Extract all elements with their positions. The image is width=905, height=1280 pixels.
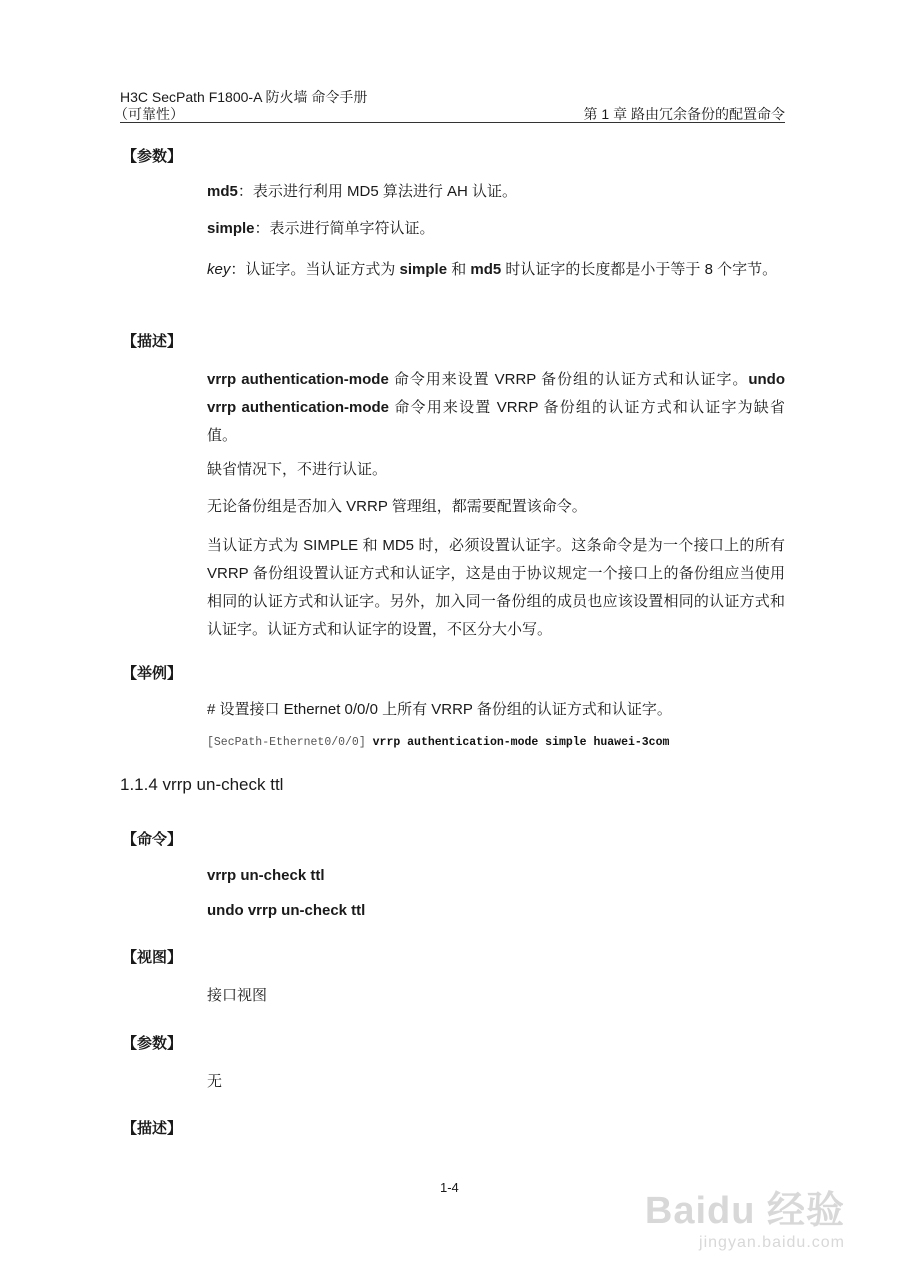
param-key xyxy=(207,256,785,284)
example-heading: 【举例】 xyxy=(122,665,183,682)
watermark-logo: Baidu 经验 xyxy=(644,1190,845,1232)
desc-text-2: 命令用来设置 VRRP 备份组的认证方式和认证字为缺省值。 xyxy=(207,399,785,444)
param-simple-term: simple xyxy=(207,220,255,237)
param-key-desc-c: 时认证字的长度都是小于等于 8 个字节。 xyxy=(501,261,778,278)
desc-heading: 【描述】 xyxy=(122,333,183,350)
header-subtitle: （可靠性） xyxy=(114,106,184,122)
header-chapter: 第 1 章 路由冗余备份的配置命令 xyxy=(583,106,785,122)
desc-para-3: 无论备份组是否加入 VRRP 管理组，都需要配置该命令。 xyxy=(207,498,587,515)
params2-heading: 【参数】 xyxy=(122,1035,183,1052)
desc-para-2: 缺省情况下，不进行认证。 xyxy=(207,461,388,478)
param-md5-desc: ：表示进行利用 MD5 算法进行 AH 认证。 xyxy=(237,183,518,200)
baidu-watermark xyxy=(645,1179,845,1252)
desc-text-1: 命令用来设置 VRRP 备份组的认证方式和认证字。 xyxy=(388,371,749,388)
desc-cmd-2: undo vrrp authentication-mode xyxy=(207,371,785,416)
desc-cmd-1: vrrp authentication-mode xyxy=(207,371,389,388)
cmd-line-2: undo vrrp un-check ttl xyxy=(207,902,366,919)
example-command: vrrp authentication-mode simple huawei-3com xyxy=(372,736,670,749)
desc2-heading: 【描述】 xyxy=(122,1120,183,1137)
cmd-heading: 【命令】 xyxy=(122,831,183,848)
params-heading: 【参数】 xyxy=(122,148,183,165)
params2-text: 无 xyxy=(207,1073,223,1090)
desc-para-4: 当认证方式为 SIMPLE 和 MD5 时，必须设置认证字。这条命令是为一个接口上的所有 VRRP 备份组设置认证方式和认证字，这是由于协议规定一个接口上的备份组应当使用相同的认证方式和认证字。另外，加入同一备份组的成员也应该设置相同的认证方式和认证字。认证方式和认证字的设置，不区分大小写。 xyxy=(207,537,785,638)
example-code xyxy=(207,736,669,749)
param-md5 xyxy=(207,178,785,206)
view-text: 接口视图 xyxy=(207,987,268,1004)
section-title: 1.1.4 vrrp un-check ttl xyxy=(120,775,284,794)
param-key-term: key xyxy=(207,261,231,278)
example-text: # 设置接口 Ethernet 0/0/0 上所有 VRRP 备份组的认证方式和认证字。 xyxy=(207,701,672,718)
param-key-desc-a: ：认证字。当认证方式为 xyxy=(230,261,400,278)
cmd-line-1: vrrp un-check ttl xyxy=(207,867,325,884)
param-key-desc-b: 和 xyxy=(447,261,471,278)
header-rule xyxy=(120,122,785,123)
page-number: 1-4 xyxy=(440,1180,459,1195)
desc-para-1 xyxy=(207,366,785,450)
example-prompt: [SecPath-Ethernet0/0/0] xyxy=(207,736,373,749)
watermark-url: jingyan.baidu.com xyxy=(699,1234,845,1251)
header-title: H3C SecPath F1800-A 防火墙 命令手册 xyxy=(120,89,368,105)
param-simple-desc: ：表示进行简单字符认证。 xyxy=(254,220,435,237)
param-key-simple: simple xyxy=(399,261,448,278)
param-md5-term: md5 xyxy=(207,183,238,200)
param-simple xyxy=(207,215,785,243)
param-key-md5: md5 xyxy=(470,261,502,278)
view-heading: 【视图】 xyxy=(122,949,183,966)
